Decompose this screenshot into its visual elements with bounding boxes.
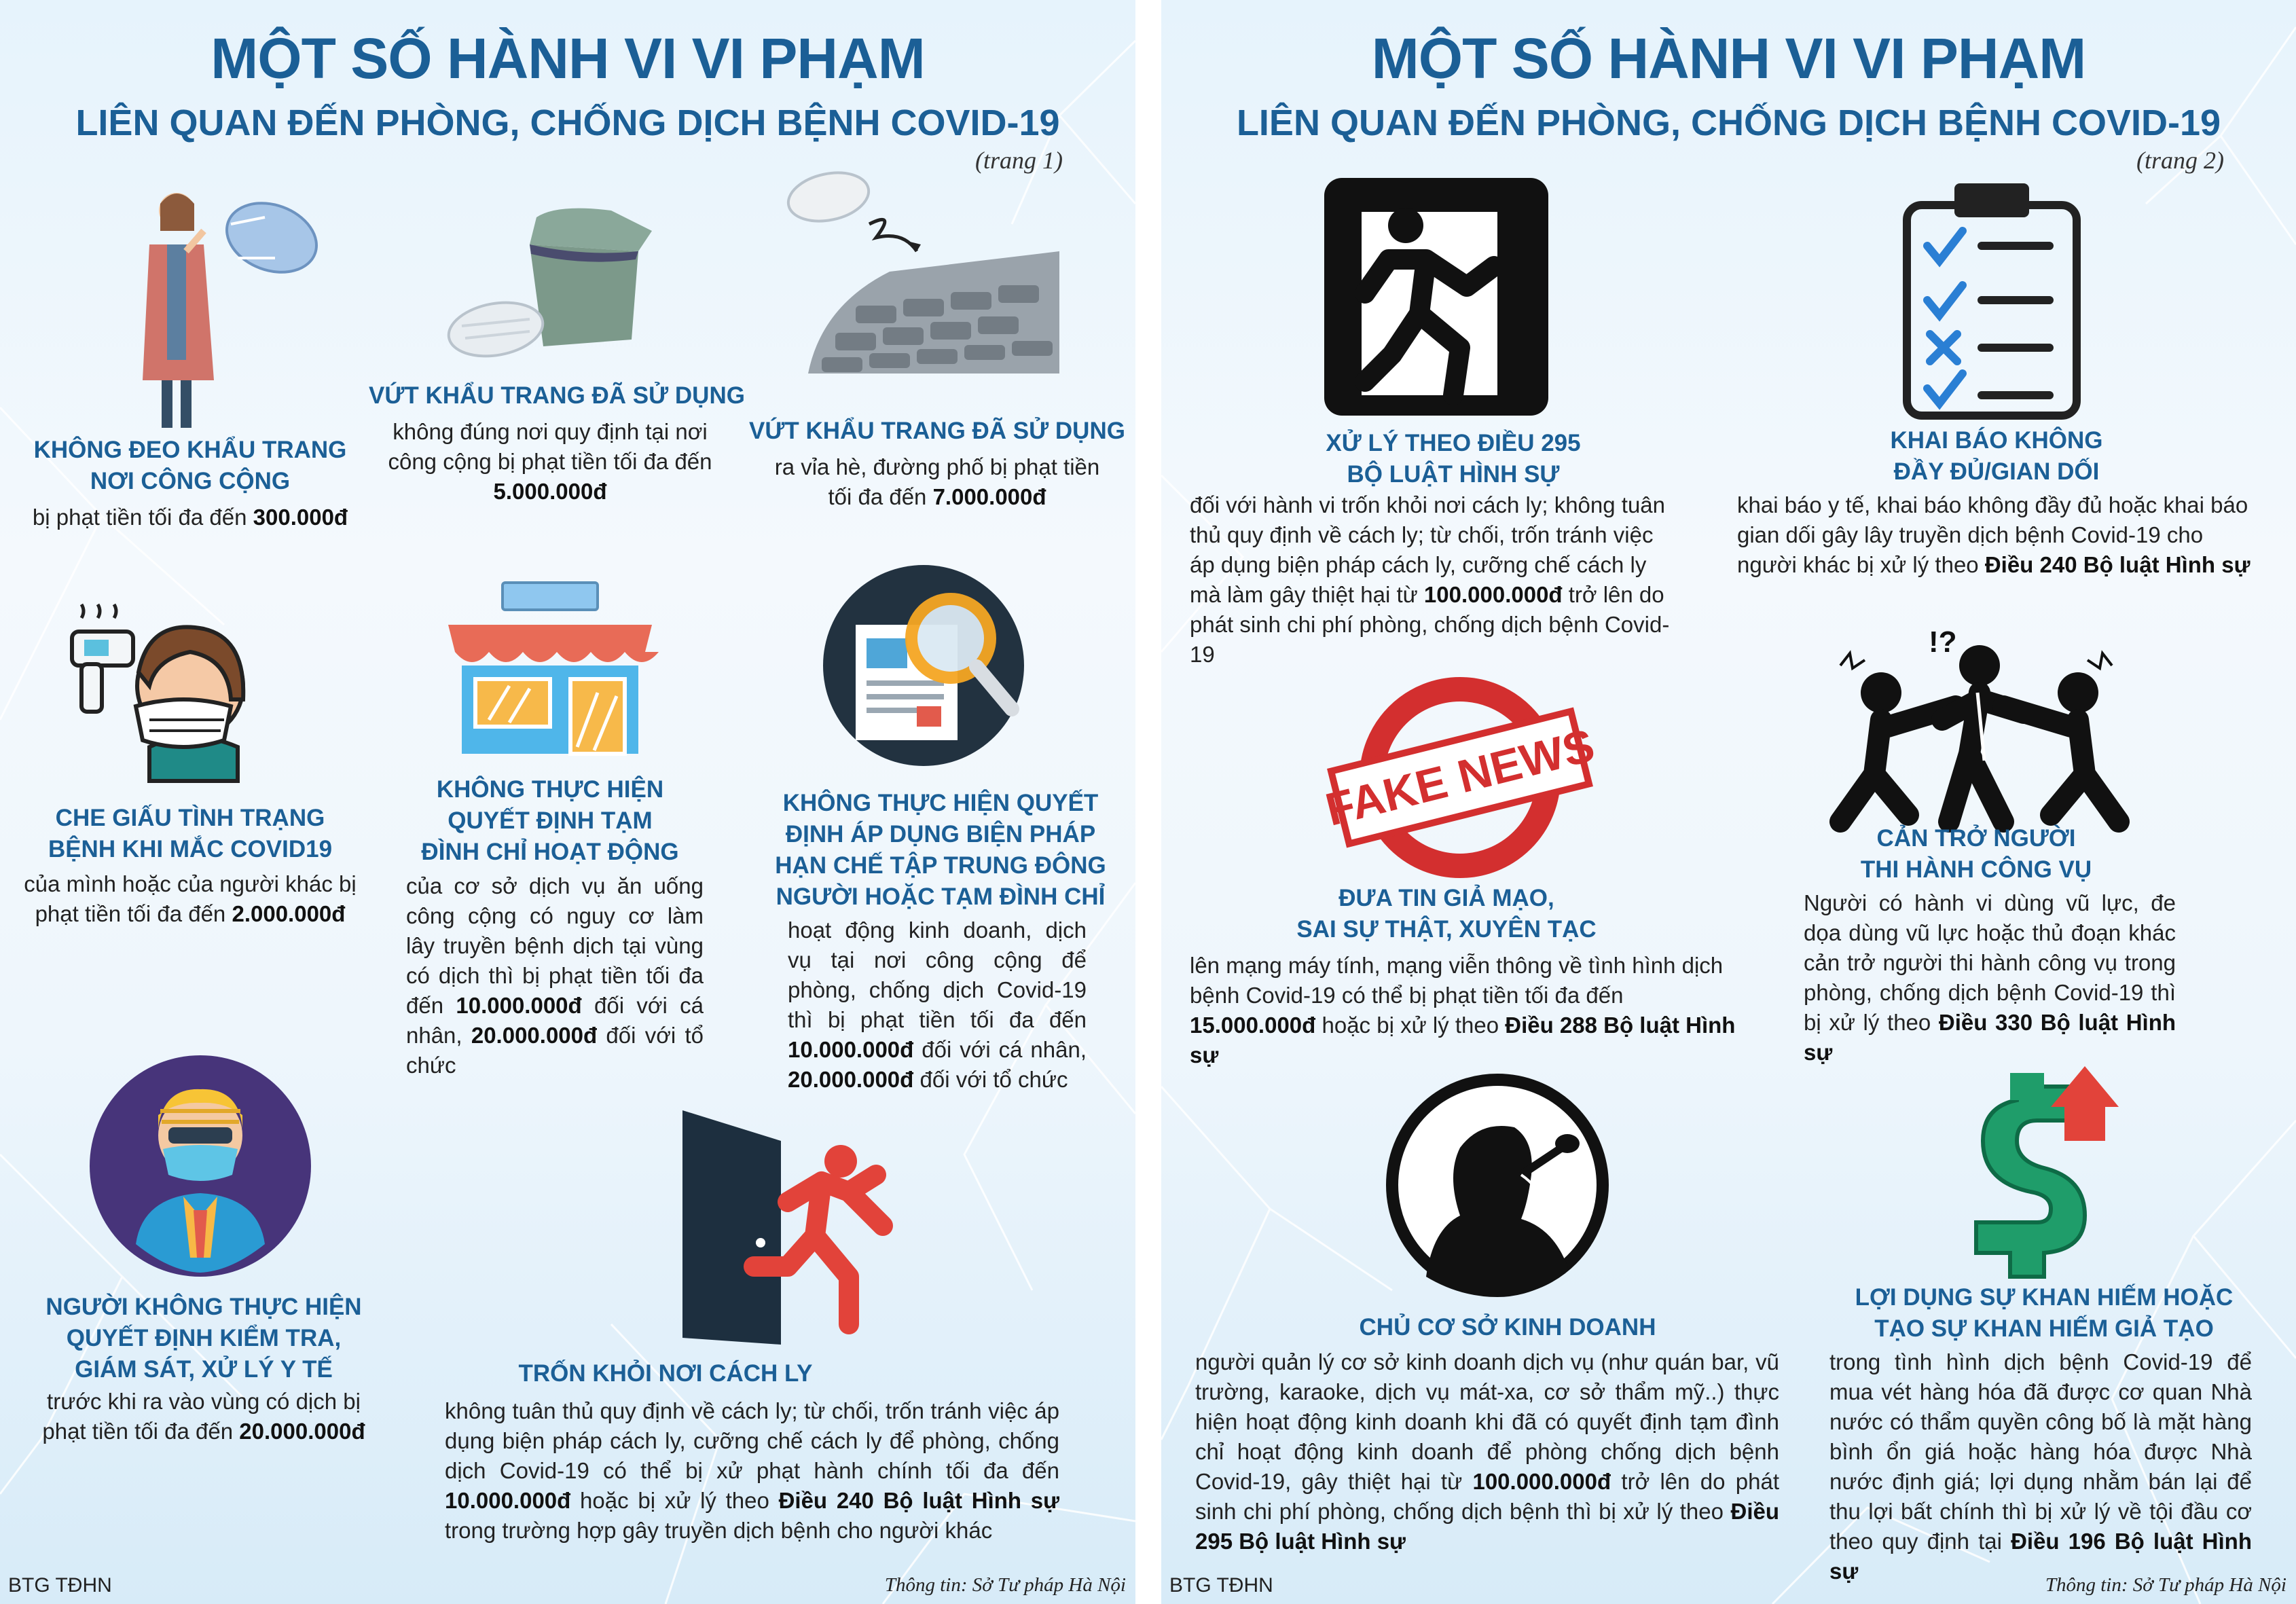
- footer-left-label: BTG TĐHN: [1169, 1574, 1273, 1597]
- highlight-text: 10.000.000đ: [456, 993, 582, 1018]
- fake-news-stamp-icon: [1320, 672, 1600, 883]
- item-desc-false-declaration: khai báo y tế, khai báo không đầy đủ hoặc khai báo gian dối gây lây truyền dịch bệnh Covid-19 cho người khác bị xử lý theo Điều 240 Bộ luật Hình sự: [1737, 492, 2251, 577]
- highlight-text: 20.000.000đ: [471, 1023, 598, 1048]
- highlight-text: Điều 240 Bộ luật Hình sự: [1984, 552, 2251, 577]
- item-title-hide-illness: CHE GIẤU TÌNH TRẠNG BỆNH KHI MẮC COVID19: [48, 805, 333, 862]
- item-desc-dispose-mask: không đúng nơi quy định tại nơi công cộng bị phạt tiền tối đa đến 5.000.000đ: [388, 419, 712, 504]
- footer-left-label: BTG TĐHN: [8, 1574, 112, 1597]
- highlight-text: 20.000.000đ: [239, 1419, 365, 1444]
- svg-text:!?: !?: [1929, 625, 1957, 659]
- item-desc-fake-news: lên mạng máy tính, mạng viễn thông về tình hình dịch bệnh Covid-19 có thể bị phạt tiền tối đa đến 15.000.000đ hoặc bị xử lý theo Điều 288 Bộ luật Hình sự: [1190, 953, 1736, 1068]
- item-desc-obstruct-official: Người có hành vi dùng vũ lực, đe dọa dùng vũ lực hoặc thủ đoạn khác cản trở người thi hành công vụ trong phòng, chống dịch bệnh Covid-19 thì bị xử lý theo Điều 330 Bộ luật Hình sự: [1804, 890, 2176, 1065]
- highlight-text: 7.000.000đ: [932, 484, 1046, 509]
- footer-source-label: Thông tin: Sở Tư pháp Hà Nội: [884, 1574, 1126, 1596]
- item-desc-restrict-gathering: hoạt động kinh doanh, dịch vụ tại nơi công cộng để phòng, chống dịch Covid-19 thì bị phạt tiền tối đa đến 10.000.000đ đối với cá nhân, 20.000.000đ đối với tổ chức: [788, 917, 1087, 1092]
- page-number-label: (trang 1): [975, 147, 1063, 174]
- item-title-escape-quarantine: TRỐN KHỎI NƠI CÁCH LY: [518, 1360, 813, 1387]
- highlight-text: 20.000.000đ: [788, 1067, 914, 1092]
- footer-source-label: Thông tin: Sở Tư pháp Hà Nội: [2045, 1574, 2286, 1596]
- struggle-people-icon: [1827, 625, 2132, 828]
- page-subtitle: LIÊN QUAN ĐẾN PHÒNG, CHỐNG DỊCH BỆNH COVID-19: [1236, 103, 2221, 143]
- page-title: MỘT SỐ HÀNH VI VI PHẠM: [211, 26, 925, 90]
- highlight-text: Điều 288 Bộ luật Hình sự: [1190, 1013, 1736, 1068]
- item-desc-escape-quarantine: không tuân thủ quy định về cách ly; từ chối, trốn tránh việc áp dụng biện pháp cách ly, cưỡng chế cách ly để phòng, chống dịch Covid-19 có thể bị xử phạt hành chính tối đa đến 10.000.000đ hoặc bị xử lý theo Điều 240 Bộ luật Hình sự trong trường hợp gây truyền dịch bệnh cho người khác: [445, 1398, 1059, 1543]
- highlight-text: Điều 196 Bộ luật Hình sự: [1829, 1529, 2252, 1584]
- highlight-text: 100.000.000đ: [1472, 1469, 1611, 1494]
- thermometer-person-icon: [68, 604, 258, 788]
- highlight-text: 15.000.000đ: [1190, 1013, 1316, 1038]
- highlight-text: 300.000đ: [253, 505, 348, 530]
- item-desc-suspend-business: của cơ sở dịch vụ ăn uống công cộng có nguy cơ làm lây truyền bệnh dịch tại vùng có dịch thì bị phạt tiền tối đa đến 10.000.000đ đối với cá nhân, 20.000.000đ đối với tổ chức: [406, 873, 704, 1078]
- item-desc-business-owner: người quản lý cơ sở kinh doanh dịch vụ (như quán bar, vũ trường, karaoke, dịch vụ mát-xa, cơ sở thẩm mỹ..) thực hiện hoạt động kinh doanh khi đã có quyết định tạm đình chỉ hoạt động kinh doanh để phòng chống dịch bệnh Covid-19, gây thiệt hại từ 100.000.000đ trở lên do phát sinh chi phí phòng, chống dịch bệnh thì bị xử lý theo Điều 295 Bộ luật Hình sự: [1195, 1349, 1779, 1554]
- highlight-text: 2.000.000đ: [232, 901, 346, 926]
- item-title-no-mask: KHÔNG ĐEO KHẨU TRANG NƠI CÔNG CỘNG: [33, 437, 347, 494]
- dollar-arrow-icon: [1963, 1066, 2119, 1283]
- item-desc-medical-check: trước khi ra vào vùng có dịch bị phạt tiền tối đa đến 20.000.000đ: [42, 1389, 365, 1444]
- item-title-suspend-business: KHÔNG THỰC HIỆN QUYẾT ĐỊNH TẠM ĐÌNH CHỈ HOẠT ĐỘNG: [421, 776, 679, 865]
- highlight-text: 100.000.000đ: [1423, 582, 1563, 607]
- item-title-business-owner: CHỦ CƠ SỞ KINH DOANH: [1359, 1314, 1656, 1341]
- item-title-false-declaration: KHAI BÁO KHÔNG ĐẦY ĐỦ/GIAN DỐI: [1890, 427, 2103, 485]
- item-desc-street-mask: ra vỉa hè, đường phố bị phạt tiền tối đa đến 7.000.000đ: [774, 454, 1100, 509]
- woman-mask-icon: [129, 183, 319, 435]
- item-title-article-295: XỬ LÝ THEO ĐIỀU 295 BỘ LUẬT HÌNH SỰ: [1326, 430, 1581, 488]
- singer-microphone-icon: [1385, 1073, 1609, 1297]
- item-title-dispose-mask: VỨT KHẨU TRANG ĐÃ SỬ DỤNG: [369, 382, 745, 409]
- trash-bin-mask-icon: [435, 204, 666, 367]
- highlight-text: Điều 295 Bộ luật Hình sự: [1195, 1499, 1779, 1554]
- door-runner-icon: [679, 1107, 896, 1351]
- poster-page-2: [1161, 0, 2296, 1604]
- fake-news-stamp-text: FAKE NEWS: [1320, 719, 1600, 836]
- page-subtitle: LIÊN QUAN ĐẾN PHÒNG, CHỐNG DỊCH BỆNH COVID-19: [75, 103, 1060, 143]
- clipboard-checklist-icon: [1900, 178, 2083, 422]
- shop-icon: [441, 577, 659, 761]
- page-number-label: (trang 2): [2136, 147, 2224, 174]
- masked-man-icon: [88, 1054, 312, 1278]
- highlight-text: Điều 330 Bộ luật Hình sự: [1804, 1010, 2176, 1065]
- item-title-fake-news: ĐƯA TIN GIẢ MẠO, SAI SỰ THẬT, XUYÊN TẠC: [1296, 885, 1597, 943]
- item-title-obstruct-official: CẢN TRỞ NGƯỜI THI HÀNH CÔNG VỤ: [1860, 825, 2092, 883]
- item-desc-hide-illness: của mình hoặc của người khác bị phạt tiền tối đa đến 2.000.000đ: [24, 871, 357, 926]
- poster-page-1: [0, 0, 1135, 1604]
- highlight-text: Điều 240 Bộ luật Hình sự: [778, 1488, 1059, 1513]
- item-desc-article-295: đối với hành vi trốn khỏi nơi cách ly; không tuân thủ quy định về cách ly; từ chối, trốn tránh việc áp dụng biện pháp cách ly, cưỡng chế cách ly mà làm gây thiệt hại từ 100.000.000đ trở lên do phát sinh chi phí phòng, chống dịch bệnh Covid-19: [1190, 492, 1670, 667]
- item-desc-no-mask: bị phạt tiền tối đa đến 300.000đ: [32, 505, 348, 530]
- item-title-street-mask: VỨT KHẨU TRANG ĐÃ SỬ DỤNG: [749, 418, 1125, 444]
- street-mask-icon: [781, 170, 1059, 394]
- item-desc-scarcity: trong tình hình dịch bệnh Covid-19 để mua vét hàng hóa đã được cơ quan Nhà nước có thẩm quyền công bố là mặt hàng bình ổn giá hoặc hàng hóa được Nhà nước định giá; lợi dụng nhằm bán lại để thu lợi bất chính thì bị xử lý về tội đầu cơ theo quy định tại Điều 196 Bộ luật Hình sự: [1829, 1349, 2252, 1584]
- highlight-text: 5.000.000đ: [493, 479, 607, 504]
- item-title-scarcity: LỢI DỤNG SỰ KHAN HIẾM HOẶC TẠO SỰ KHAN HIẾM GIẢ TẠO: [1855, 1284, 2234, 1342]
- item-title-restrict-gathering: KHÔNG THỰC HIỆN QUYẾT ĐỊNH ÁP DỤNG BIỆN PHÁP HẠN CHẾ TẬP TRUNG ĐÔNG NGƯỜI HOẶC TẠM ĐÌNH CHỈ: [775, 790, 1106, 910]
- magnifier-document-icon: [822, 564, 1025, 767]
- exit-sign-icon: [1324, 178, 1548, 416]
- highlight-text: 10.000.000đ: [788, 1037, 914, 1062]
- highlight-text: 10.000.000đ: [445, 1488, 571, 1513]
- item-title-medical-check: NGƯỜI KHÔNG THỰC HIỆN QUYẾT ĐỊNH KIỂM TRA, GIÁM SÁT, XỬ LÝ Y TẾ: [45, 1294, 362, 1383]
- page-title: MỘT SỐ HÀNH VI VI PHẠM: [1371, 26, 2086, 90]
